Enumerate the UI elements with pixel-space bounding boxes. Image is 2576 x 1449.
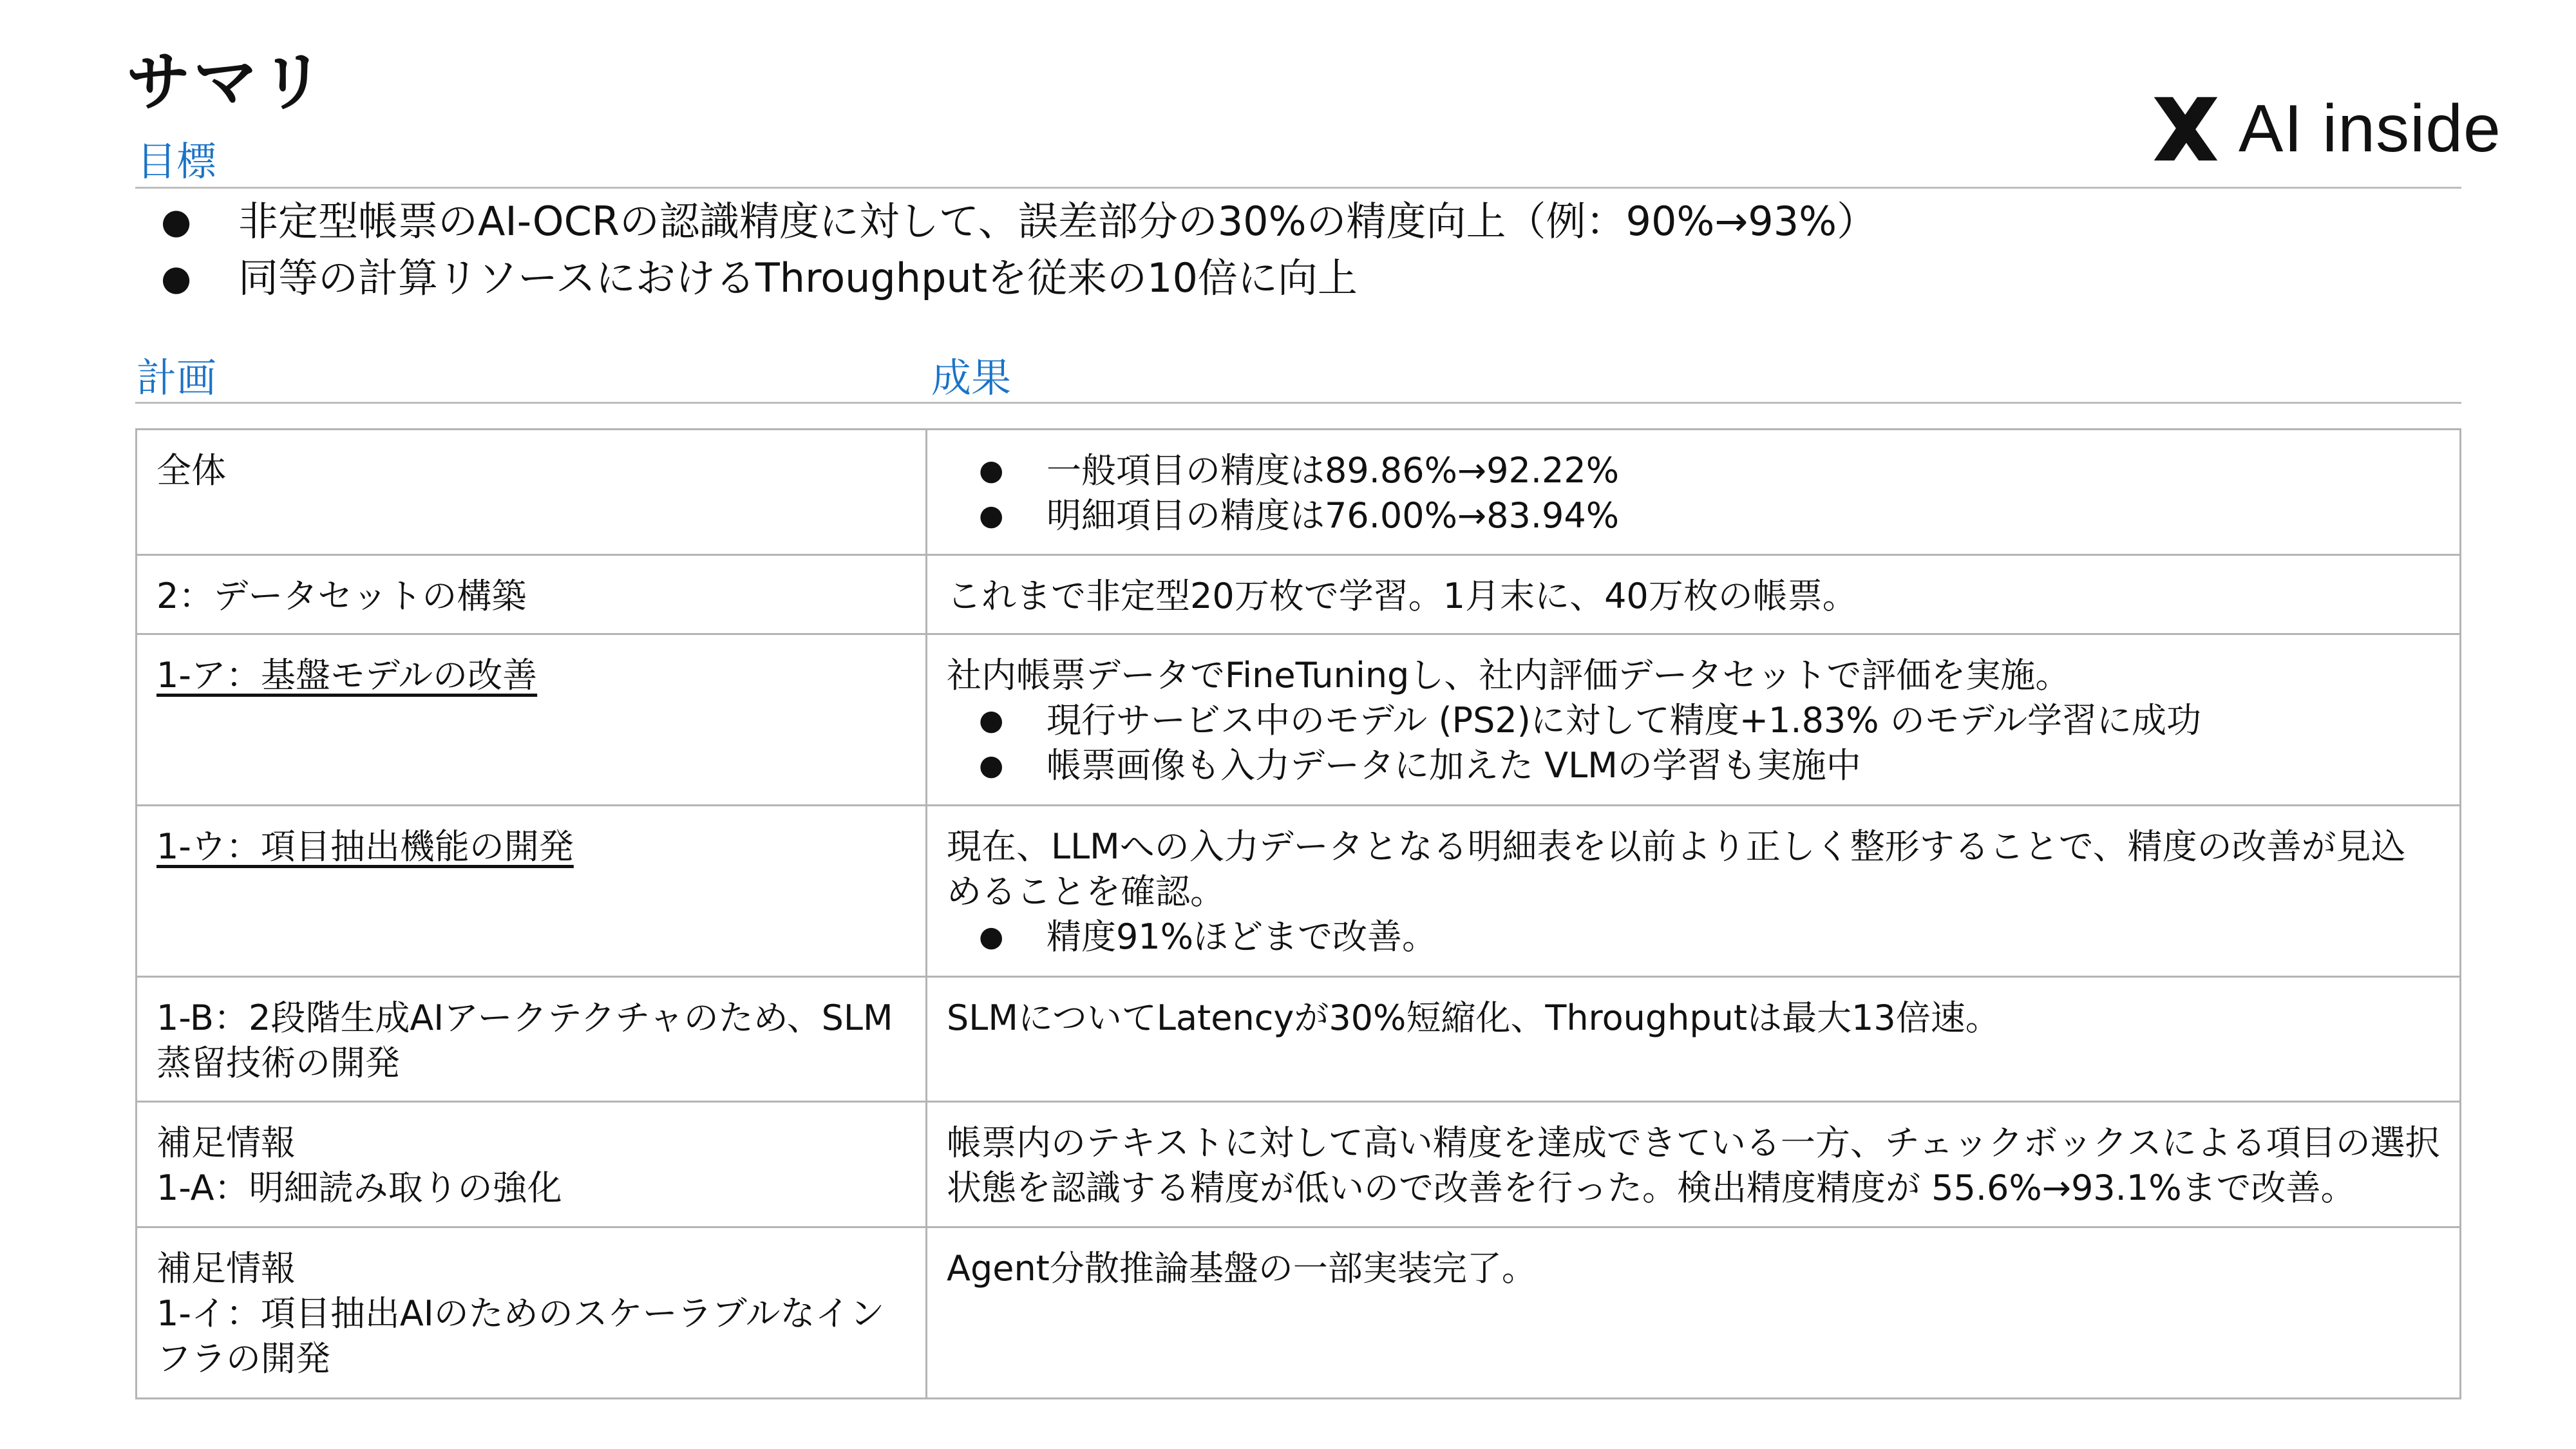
result-cell [927,976,2461,1102]
table-row [137,634,2461,805]
result-list [947,448,2440,538]
plan-divider [135,402,2461,404]
goal-item [161,193,1877,250]
goals-heading: 目標 [137,138,217,185]
table-row [137,1102,2461,1227]
bullet-icon: ● [979,454,1004,487]
result-list [947,698,2440,788]
result-item-text: 明細項目の精度は76.00%→83.94% [1046,495,1620,536]
plan-cell [137,1102,927,1227]
table-row [137,430,2461,555]
result-item-text: 帳票画像も入力データに加えた VLMの学習も実施中 [1046,744,1861,786]
result-cell [927,634,2461,805]
bullet-icon: ● [979,920,1004,953]
result-item [947,914,2440,960]
plan-text: 1-イ：項目抽出AIのためのスケーラブルなインフラの開発 [156,1293,885,1379]
result-item-text: 一般項目の精度は89.86%→92.22% [1046,450,1620,491]
result-cell [927,430,2461,555]
goals-list [161,193,1877,307]
result-text: 現在、LLMへの入力データとなる明細表を以前より正しく整形することで、精度の改善が見込めることを確認。 [947,826,2406,912]
company-logo [2150,90,2501,167]
plan-link[interactable]: 1-ア：基盤モデルの改善 [156,654,538,696]
plan-text: 1-B：2段階生成AIアークテクチャのため、SLM蒸留技術の開発 [156,997,893,1083]
result-text: SLMについてLatencyが30%短縮化、Throughputは最大13倍速。 [947,997,2000,1038]
table-row [137,1227,2461,1398]
result-heading: 成果 [931,354,1012,401]
result-text: 社内帳票データでFineTuningし、社内評価データセットで評価を実施。 [947,654,2070,696]
table-row [137,805,2461,976]
table-row [137,554,2461,634]
summary-table [135,428,2461,1399]
plan-heading: 計画 [137,354,217,401]
plan-cell [137,805,927,976]
result-text: これまで非定型20万枚で学習。1月末に、40万枚の帳票。 [947,575,1857,616]
bullet-icon: ● [979,748,1004,782]
plan-text: 全体 [156,450,226,491]
plan-note-label: 補足情報 [156,1247,296,1289]
bullet-icon: ● [979,703,1004,737]
goal-item [161,250,1877,307]
plan-text: 1-A：明細読み取りの強化 [156,1168,562,1209]
result-cell [927,805,2461,976]
result-item-text: 精度91%ほどまで改善。 [1046,916,1437,957]
bullet-icon: ● [161,258,192,298]
x-mark-icon [2150,93,2222,165]
plan-text: 2：データセットの構築 [156,575,527,616]
result-cell [927,1227,2461,1398]
plan-link[interactable]: 1-ウ：項目抽出機能の開発 [156,826,574,867]
bullet-icon: ● [979,499,1004,532]
goal-text: 同等の計算リソースにおけるThroughputを従来の10倍に向上 [238,254,1358,301]
result-cell [927,1102,2461,1227]
table-row [137,976,2461,1102]
result-item [947,493,2440,538]
plan-cell [137,430,927,555]
result-item [947,698,2440,743]
result-cell [927,554,2461,634]
plan-cell [137,554,927,634]
result-item [947,743,2440,788]
result-text: 帳票内のテキストに対して高い精度を達成できている一方、チェックボックスによる項目の選択状態を認識する精度が低いので改善を行った。検出精度精度が 55.6%→93.1%まで改善。 [947,1122,2440,1209]
plan-cell [137,634,927,805]
result-text: Agent分散推論基盤の一部実装完了。 [947,1247,1537,1289]
goal-text: 非定型帳票のAI-OCRの認識精度に対して、誤差部分の30%の精度向上（例：90%→93%） [238,198,1877,245]
result-list [947,914,2440,960]
logo-text: AI inside [2239,91,2501,166]
result-item [947,448,2440,493]
plan-note-label: 補足情報 [156,1122,296,1164]
bullet-icon: ● [161,201,192,242]
plan-cell [137,976,927,1102]
plan-cell [137,1227,927,1398]
goals-divider [135,187,2461,189]
result-item-text: 現行サービス中のモデル (PS2)に対して精度+1.83% のモデル学習に成功 [1046,699,2202,741]
page-title: サマリ [126,44,327,120]
